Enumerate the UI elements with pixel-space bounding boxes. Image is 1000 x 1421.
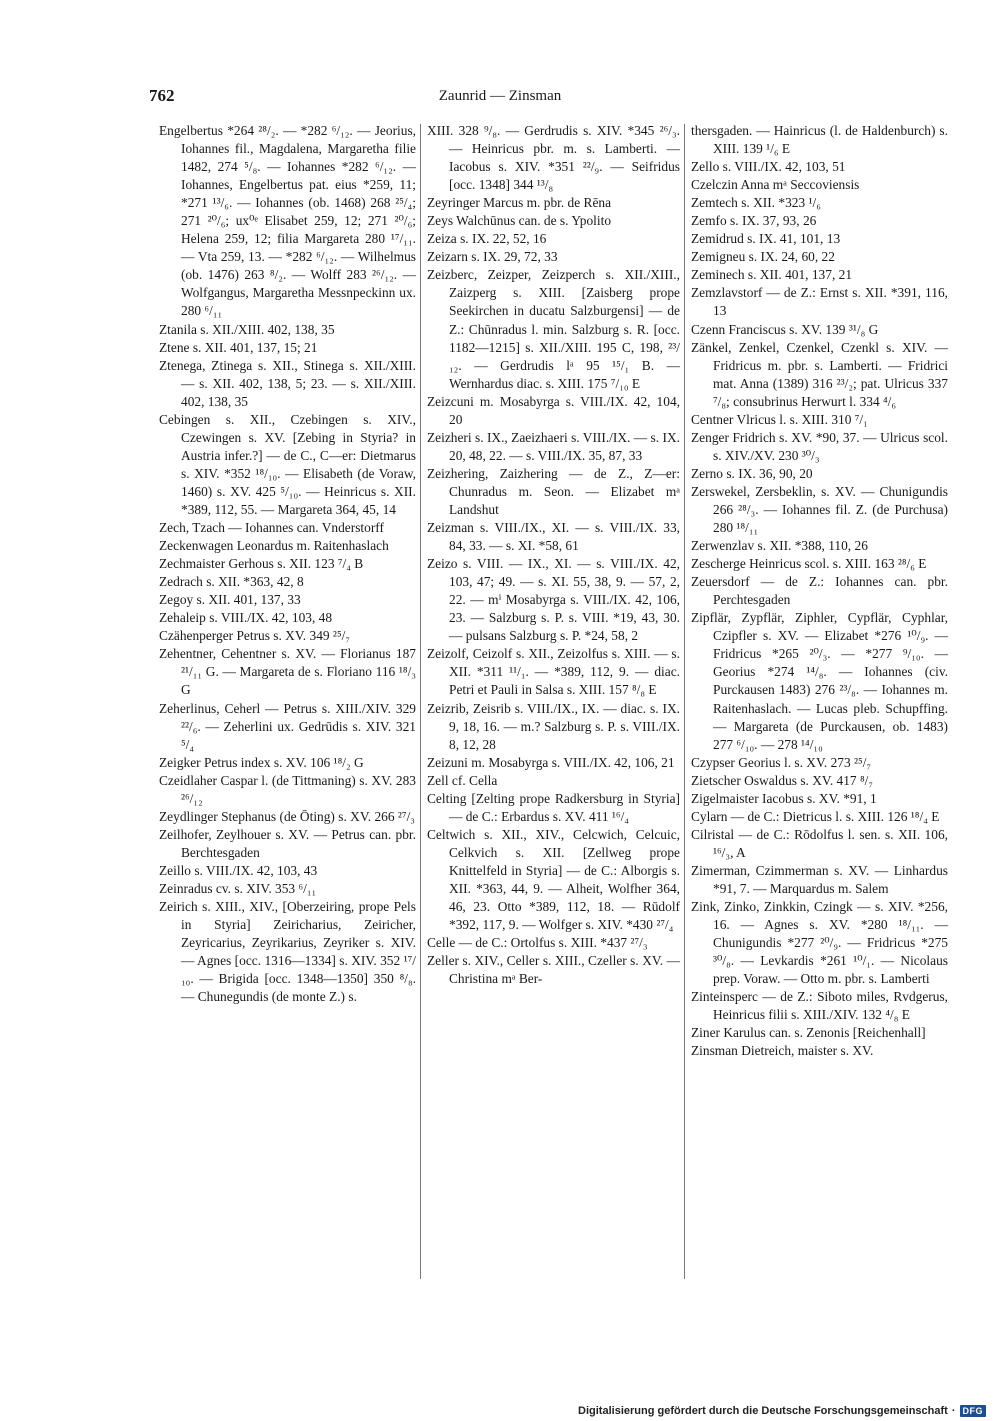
index-entry: Zigelmaister Iacobus s. XV. *91, 1 [691,790,877,806]
index-entry: Centner Vlricus l. s. XIII. 310 ⁷/₁ [691,411,868,427]
index-entry: Zeilhofer, Zeylhouer s. XV. — Petrus can. pbr. Berchtesgaden [159,826,416,860]
index-entry: Zeuersdorf — de Z.: Iohannes can. pbr. Perchtesgaden [691,574,948,608]
index-entry: Celle — de C.: Ortolfus s. XIII. *437 ²⁷/₃ [427,935,648,951]
index-entry: Zeckenwagen Leonardus m. Raitenhaslach [159,538,389,554]
index-entry: Czeidlaher Caspar l. (de Tittmaning) s. XV. 283 ²⁶/₁₂ [159,772,416,806]
index-entry: Zietscher Oswaldus s. XV. 417 ⁸/₇ [691,772,874,788]
index-entry: Zescherge Heinricus scol. s. XIII. 163 ²⁸/₆ E [691,556,927,572]
index-entry: Czähenperger Petrus s. XV. 349 ²⁵/₇ [159,628,350,644]
index-entry: Zechmaister Gerhous s. XII. 123 ⁷/₄ B [159,556,364,572]
running-head: Zaunrid — Zinsman [438,88,562,104]
index-entry: Zeys Walchūnus can. de s. Ypolito [427,213,612,229]
index-entry: Zemzlavstorf — de Z.: Ernst s. XII. *391, 116, 13 [691,285,948,319]
index-entry: Zeigker Petrus index s. XV. 106 ¹⁸/₂ G [159,754,364,770]
index-entry: Zemigneu s. IX. 24, 60, 22 [691,249,835,265]
index-entry: XIII. 328 ⁹/₈. — Gerdrudis s. XIV. *345 ²⁶/₃. — Heinricus pbr. m. s. Lamberti. — Iacobus s. XIV. *351 ²²/₉. — Seifridus [occ. 1348] 344 ¹³/₈ [427,123,680,193]
index-entry: Zerwenzlav s. XII. *388, 110, 26 [691,538,868,554]
index-entry: Zeyringer Marcus m. pbr. de Rēna [427,195,612,211]
index-entry: Zemidrud s. IX. 41, 101, 13 [691,231,841,247]
index-entry: Zipflär, Zypflär, Ziphler, Cypflär, Cyphlar, Czipfler s. XV. — Elizabet *276 ¹⁰/₉. — Fridricus *265 ²⁰/₃. — *277 ⁹/₁₀. — Georius *274 ¹⁴/₈. — Iohannes (civ. Purckausen 1483) 276 ²³/₈. — Iohannes m. Raitenhaslach. — Lucas pleb. Schupffing. — Margareta (de Purckausen, ob. 1483) 277 ⁶/₁₀. — 278 ¹⁴/₁₀ [691,610,948,752]
index-entry: Zell cf. Cella [427,772,498,788]
index-column-3 [691,122,948,1060]
footer-text: Digitalisierung gefördert durch die Deutsche Forschungsgemeinschaft [578,1405,948,1417]
index-column-1 [159,122,416,1006]
index-entry: Zerno s. IX. 36, 90, 20 [691,465,813,481]
index-entry: Zeizo s. VIII. — IX., XI. — s. VIII./IX. 42, 103, 47; 49. — s. XI. 55, 38, 9. — 57, 2, 22. — mⁱ Mosabyrga s. VIII./IX. 42, 106, 23. — Salzburg s. P. s. VIII. *19, 43, 30. — pulsans Salzburg s. P. *24, 58, 2 [427,556,680,644]
index-entry: Zeizolf, Ceizolf s. XII., Zeizolfus s. XIII. — s. XII. *311 ¹¹/₁. — *389, 112, 9. — diac. Petri et Pauli in Salsa s. XIII. 157 ⁸/₈ E [427,646,680,698]
index-entry: Zemtech s. XII. *323 ¹/₆ [691,195,821,211]
index-entry: Zeizcuni m. Mosabyrga s. VIII./IX. 42, 104, 20 [427,393,680,427]
column-divider-2 [684,124,685,1279]
index-entry: Celting [Zelting prope Radkersburg in Styria] — de C.: Erbardus s. XV. 411 ¹⁶/₄ [427,790,680,824]
index-entry: Zeizrib, Zeisrib s. VIII./IX., IX. — diac. s. IX. 9, 18, 16. — m.? Salzburg s. P. s. VIII./IX. 8, 12, 28 [427,700,680,752]
index-entry: Zeizberc, Zeizper, Zeizperch s. XII./XIII., Zaizperg s. XIII. [Zaisberg prope Seekirchen in ducatu Salzburgensi] — de Z.: Chūnradus l. min. Salzburg s. R. [occ. 1182—1215] s. XII./XIII. 195 C, 198, ²³/₁₂. — Gerdrudis lᵃ 95 ¹⁵/₁ B. — Wernhardus diac. s. XIII. 175 ⁷/₁₀ E [427,267,680,391]
index-entry: Ztenega, Ztinega s. XII., Stinega s. XII./XIII. — s. XII. 402, 138, 5; 23. — s. XII./XIII. 402, 138, 35 [159,357,416,409]
index-entry: Zinsman Dietreich, maister s. XV. [691,1043,874,1059]
index-entry: Zeydlinger Stephanus (de Ōting) s. XV. 266 ²⁷/₃ [159,808,415,824]
index-entry: Zegoy s. XII. 401, 137, 33 [159,592,301,608]
index-entry: Zeizman s. VIII./IX., XI. — s. VIII./IX. 33, 84, 33. — s. XI. *58, 61 [427,520,680,554]
footer-separator: · [951,1405,956,1417]
index-entry: Zinteinsperc — de Z.: Siboto miles, Rvdgerus, Heinricus filii s. XIII./XIV. 132 ⁴/₈ E [691,989,948,1023]
index-entry: Zeinradus cv. s. XIV. 353 ⁶/₁₁ [159,880,317,896]
index-entry: Zeizuni m. Mosabyrga s. VIII./IX. 42, 106, 21 [427,754,675,770]
index-entry: Ziner Karulus can. s. Zenonis [Reichenhall] [691,1025,926,1041]
footer-credit [578,1405,986,1417]
index-entry: Czenn Franciscus s. XV. 139 ³¹/₈ G [691,321,879,337]
index-entry: Zeizheri s. IX., Zaeizhaeri s. VIII./IX. — s. IX. 20, 48, 22. — s. VIII./IX. 35, 87, 33 [427,429,680,463]
index-entry: Zedrach s. XII. *363, 42, 8 [159,574,304,590]
page-number: 762 [149,86,175,105]
index-entry: Cylarn — de C.: Dietricus l. s. XIII. 126 ¹⁸/₄ E [691,808,940,824]
index-entry: Zimerman, Czimmerman s. XV. — Linhardus *91, 7. — Marquardus m. Salem [691,862,948,896]
index-entry: Zeller s. XIV., Celler s. XIII., Czeller s. XV. — Christina mᵃ Ber- [427,953,680,987]
index-entry: Zehaleip s. VIII./IX. 42, 103, 48 [159,610,333,626]
index-entry: Zehentner, Cehentner s. XV. — Florianus 187 ²¹/₁₁ G. — Margareta de s. Floriano 116 ¹⁸/₃ G [159,646,416,698]
index-entry: Zech, Tzach — Iohannes can. Vnderstorff [159,520,384,536]
index-entry: Cilristal — de C.: Rōdolfus l. sen. s. XII. 106, ¹⁶/₃, A [691,826,948,860]
index-column-2 [427,122,680,988]
index-entry: Zink, Zinko, Zinkkin, Czingk — s. XIV. *256, 16. — Agnes s. XV. *280 ¹⁸/₁₁. — Chunigundis *277 ²⁰/₉. — Fridricus *275 ³⁰/₈. — Levkardis *261 ¹⁰/₁. — Nicolaus prep. Voraw. — Otto m. pbr. s. Lamberti [691,899,948,987]
column-divider-1 [420,124,421,1279]
index-entry: Zeminech s. XII. 401, 137, 21 [691,267,853,283]
index-entry: Ztanila s. XII./XIII. 402, 138, 35 [159,321,335,337]
index-entry: Zänkel, Zenkel, Czenkel, Czenkl s. XIV. — Fridricus m. pbr. s. Lamberti. — Fridrici mat. Anna (1389) 316 ²³/₂; pat. Ulricus 337 ⁷/₈; consubrinus Herwurt l. 334 ⁴/₆ [691,339,948,409]
index-entry: Zeizarn s. IX. 29, 72, 33 [427,249,558,265]
index-entry: Zeillo s. VIII./IX. 42, 103, 43 [159,862,318,878]
index-entry: Engelbertus *264 ²⁸/₂. — *282 ⁶/₁₂. — Jeorius, Iohannes fil., Magdalena, Margaretha filie 1482, 274 ⁵/₈. — Iohannes *282 ⁶/₁₂. — Iohannes, Engelbertus pat. eius *259, 11; *271 ¹³/₆. — Iohannes (ob. 1468) 268 ²⁵/₄; 271 ²⁰/₆; ux⁰ᵉ Elisabet 259, 12; 271 ²⁰/₆; Helena 259, 12; filia Margareta 280 ¹⁷/₁₁. — Vta 259, 13. — *282 ⁶/₁₂. — Wilhelmus (ob. 1476) 263 ⁸/₂. — Wolff 283 ²⁶/₁₂. — Wolfgangus, Margaretha Messnpeckinn ux. 280 ⁶/₁₁ [159,123,416,319]
index-entry: Celtwich s. XII., XIV., Celcwich, Celcuic, Celkvich s. XII. [Zellweg prope Knittelfeld in Styria] — de C.: Alborgis s. XII. *363, 44, 9. — Alheit, Wolfher 364, 46, 23. Otto *389, 112, 18. — Rūdolf *392, 117, 9. — Wolfger s. XIV. *430 ²⁷/₄ [427,826,680,933]
index-entry: Cebingen s. XII., Czebingen s. XIV., Czewingen s. XV. [Zebing in Styria? in Austria infer.?] — de C., C—er: Dietmarus s. XIV. *352 ¹⁸/₁₀. — Elisabeth (de Voraw, 1460) s. XV. 425 ⁵/₁₀. — Heinricus s. XII. *389, 112, 55. — Margareta 364, 45, 14 [159,411,416,517]
index-entry: Zeherlinus, Ceherl — Petrus s. XIII./XIV. 329 ²²/₆. — Zeherlini ux. Gedrūdis s. XIV. 321 ⁵/₄ [159,700,416,752]
index-entry: thersgaden. — Hainricus (l. de Haldenburch) s. XIII. 139 ¹/₆ E [691,123,948,157]
index-entry: Zello s. VIII./IX. 42, 103, 51 [691,159,846,175]
dfg-logo-icon: DFG [960,1405,987,1417]
index-entry: Czelczin Anna mᵃ Seccoviensis [691,177,860,193]
index-entry: Ztene s. XII. 401, 137, 15; 21 [159,339,318,355]
index-entry: Zeiza s. IX. 22, 52, 16 [427,231,547,247]
index-entry: Czypser Georius l. s. XV. 273 ²⁵/₇ [691,754,872,770]
index-entry: Zeizhering, Zaizhering — de Z., Z—er: Chunradus m. Seon. — Elizabet mᵃ Landshut [427,465,680,517]
index-entry: Zerswekel, Zersbeklin, s. XV. — Chunigundis 266 ²⁸/₃. — Iohannes fil. Z. (de Purchusa) 280 ¹⁸/₁₁ [691,483,948,536]
index-entry: Zenger Fridrich s. XV. *90, 37. — Ulricus scol. s. XIV./XV. 230 ³⁰/₃ [691,429,948,463]
index-entry: Zeirich s. XIII., XIV., [Oberzeiring, prope Pels in Styria] Zeiricharius, Zeiricher, Zeyricarius, Zeyrikarius, Zeyriker s. XIV. — Agnes [occ. 1316—1334] s. XIV. 352 ¹⁷/₁₀. — Brigida [occ. 1348—1350] 350 ⁸/₈. — Chunegundis (de monte Z.) s. [159,899,416,1005]
index-entry: Zemfo s. IX. 37, 93, 26 [691,213,817,229]
